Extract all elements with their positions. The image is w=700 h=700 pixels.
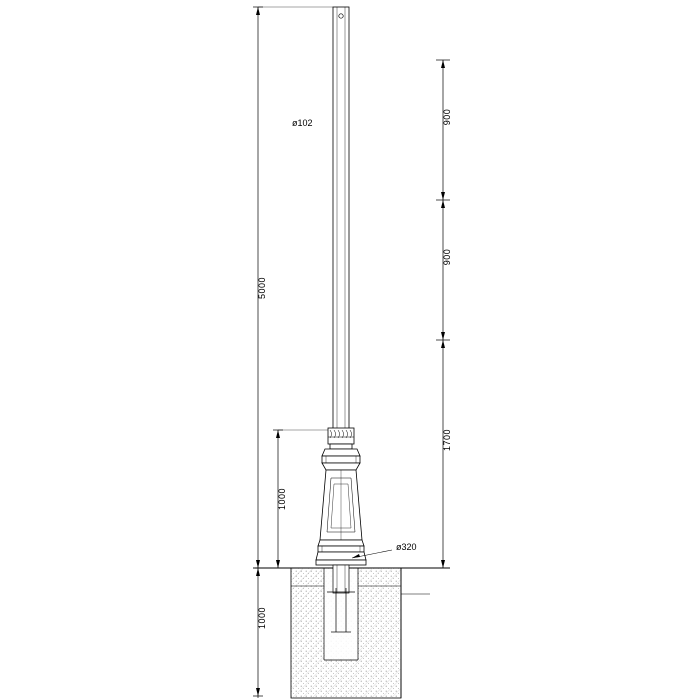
dimension-label-5000: 5000 bbox=[257, 276, 267, 300]
label-pole-diameter: ø102 bbox=[292, 118, 313, 128]
dimension-label-900-upper: 900 bbox=[442, 108, 452, 126]
decorative-collar bbox=[328, 428, 354, 449]
concrete-foundation bbox=[291, 565, 430, 698]
dimension-label-base-1000: 1000 bbox=[277, 487, 287, 511]
base-upper-plinth bbox=[322, 449, 360, 470]
dimension-label-1700-lower: 1700 bbox=[442, 428, 452, 452]
dimension-label-foundation-1000: 1000 bbox=[257, 606, 267, 630]
base-tapered-body bbox=[320, 470, 362, 540]
base-foot-mouldings bbox=[316, 540, 366, 565]
pole-shaft bbox=[333, 7, 349, 432]
label-base-diameter: ø320 bbox=[396, 542, 417, 552]
dimension-label-900-middle: 900 bbox=[442, 248, 452, 266]
